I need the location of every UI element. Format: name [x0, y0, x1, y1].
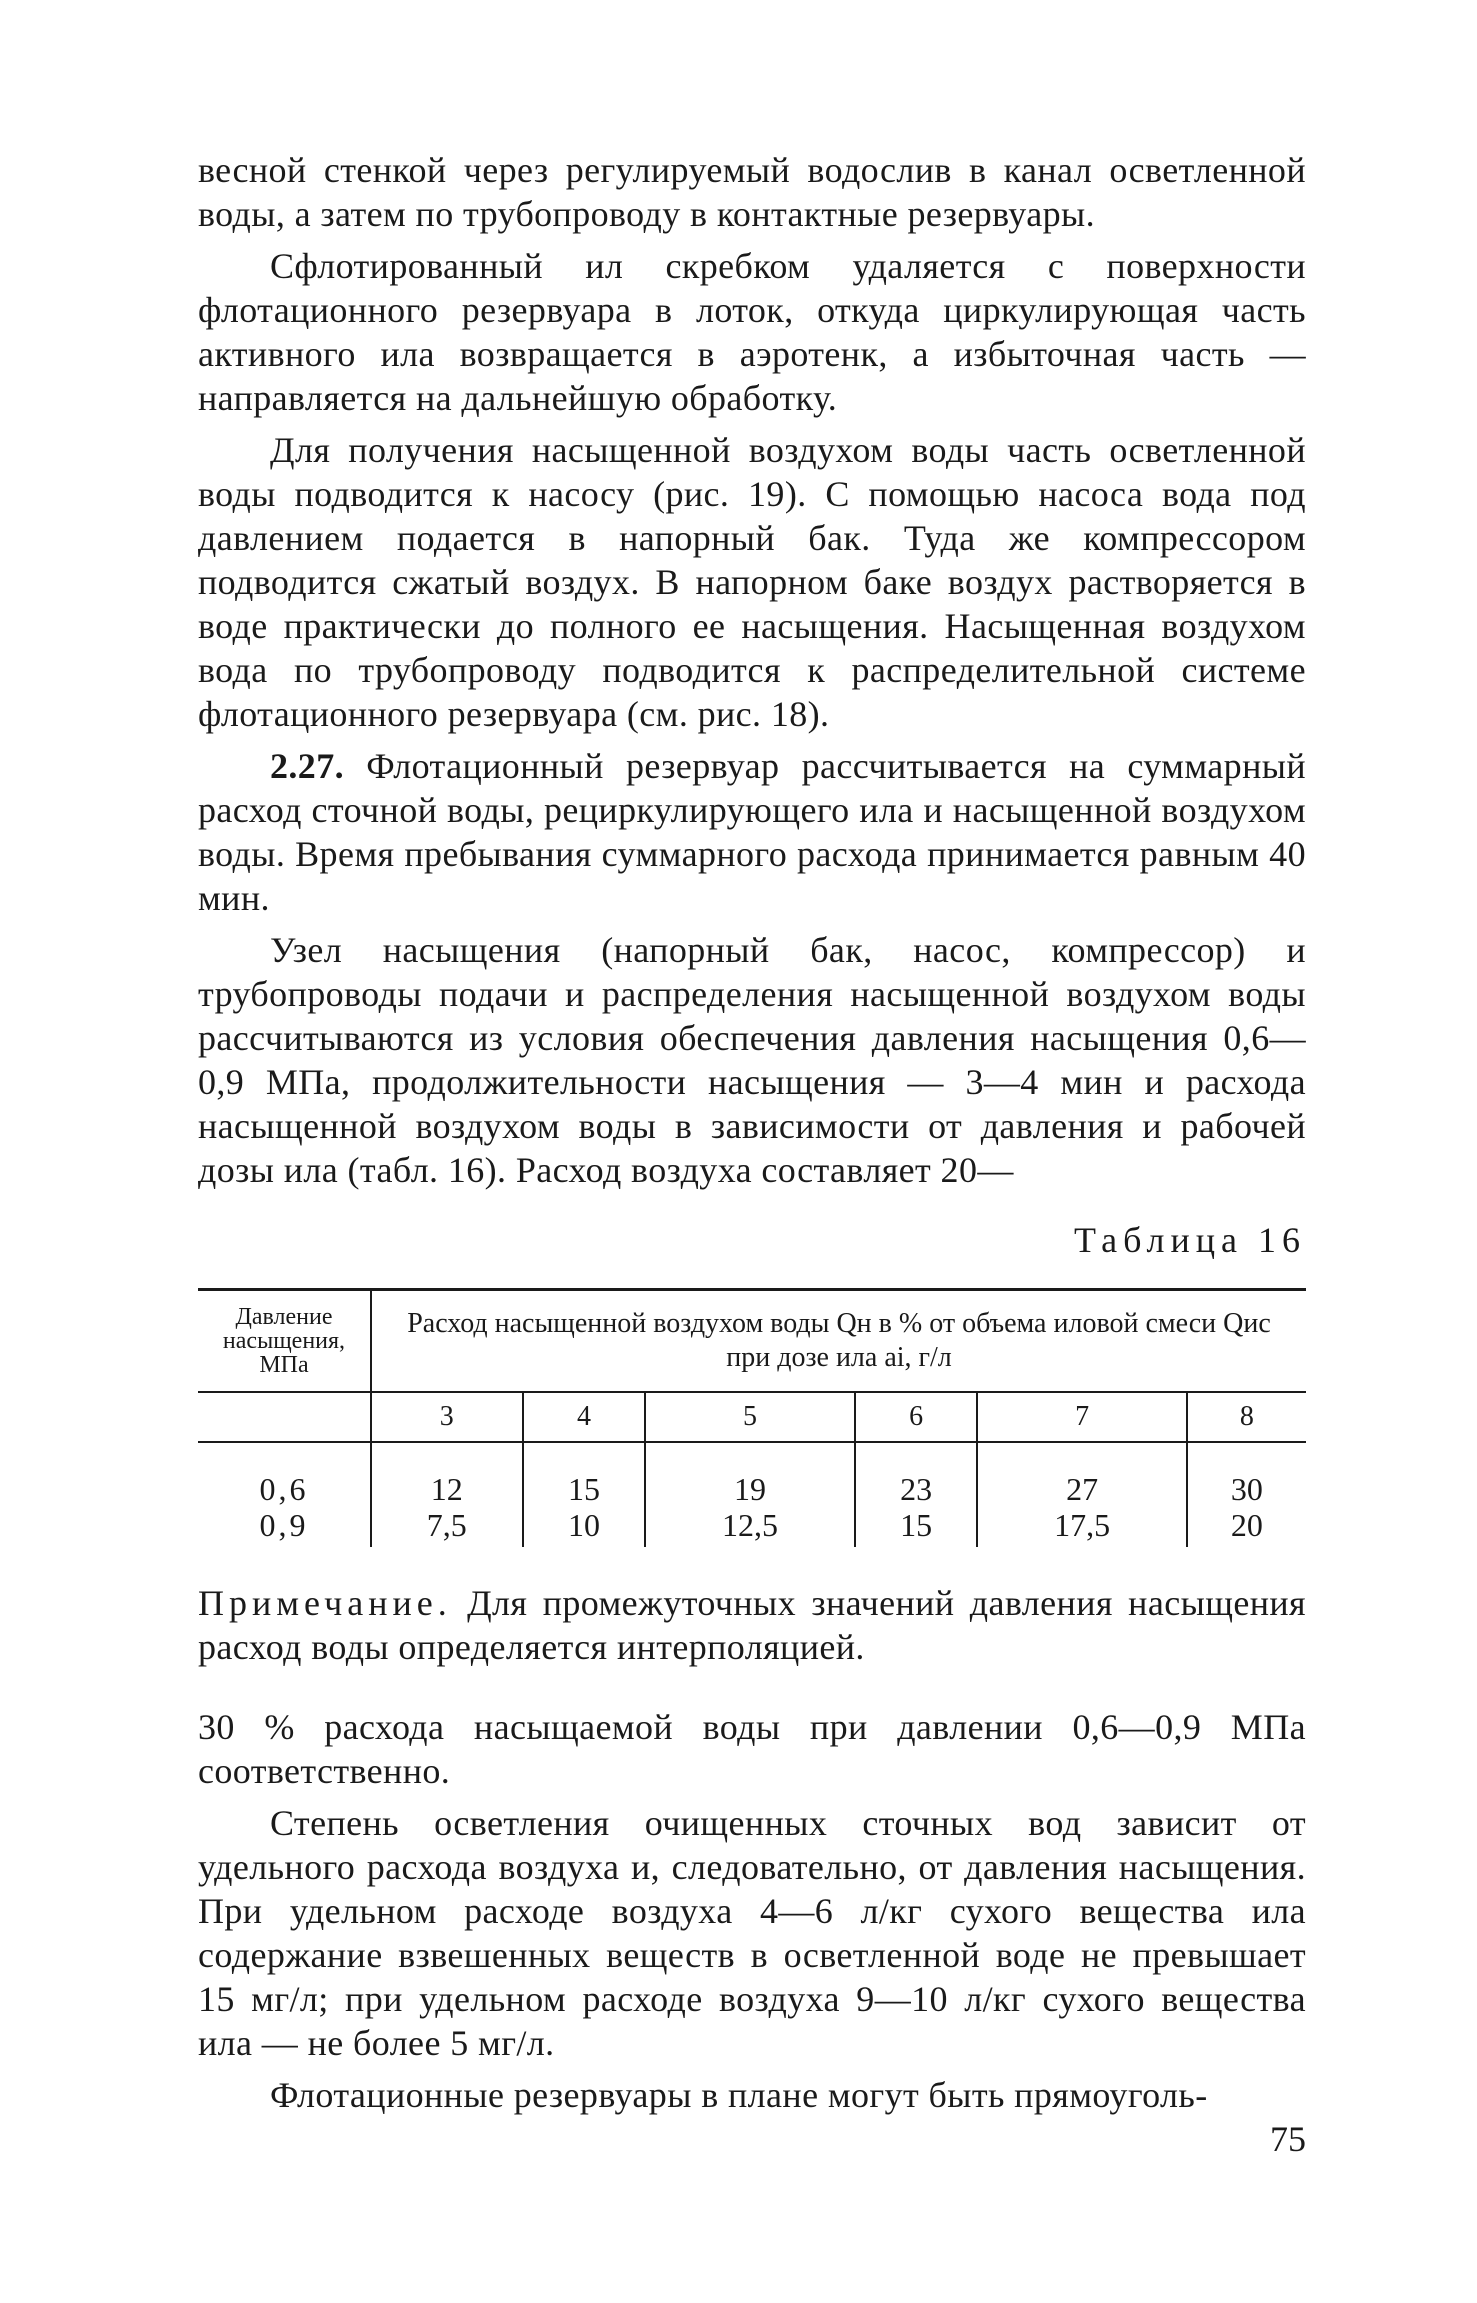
paragraph-saturation-unit: Узел насыщения (напорный бак, насос, компрессор) и трубопроводы подачи и распределения насыщенной воздухом воды рассчитываются из условия обеспечения давления насыщения 0,6—0,9 МПа, продолжительности насыщения — 3—4 мин и расхода насыщенной воздухом воды в зависимости от давления и рабочей дозы ила (табл. 16). Расход воздуха составляет 20—	[198, 930, 1306, 1190]
paragraph-tank-shape: Флотационные резервуары в плане могут быть прямоуголь-	[270, 2075, 1208, 2115]
table-row	[198, 1442, 1306, 1547]
value-cell	[855, 1442, 978, 1547]
value-cell	[1187, 1442, 1306, 1547]
value: 15	[567, 1471, 600, 1507]
paragraph-saturated-water: Для получения насыщенной воздухом воды часть осветленной воды подводится к насосу (рис. 19). С помощью насоса вода под давлением подается в напорный бак. Туда же компрессором подводится сжатый воздух. В напорном баке воздух растворяется в воде практически до полного ее насыщения. Насыщенная воздухом вода по трубопроводу подводится к распределительной системе флотационного резервуара (см. рис. 18).	[198, 430, 1306, 734]
pressure-value: 0,6	[259, 1471, 309, 1507]
pressure-cell	[198, 1442, 371, 1547]
dose-cell: 7	[977, 1392, 1186, 1442]
dose-cell: 3	[371, 1392, 523, 1442]
paragraph-sludge-removal: Сфлотированный ил скребком удаляется с поверхности флотационного резервуара в лоток, откуда циркулирующая часть активного ила возвращается в аэротенк, а избыточная часть — направляется на дальнейшую обработку.	[198, 246, 1306, 418]
page-number: 75	[1270, 2119, 1306, 2159]
table-header-row	[198, 1290, 1306, 1393]
dose-cell: 5	[645, 1392, 854, 1442]
dose-row-blank	[198, 1392, 371, 1442]
value: 20	[1230, 1507, 1263, 1543]
value: 15	[900, 1507, 933, 1543]
value-cell	[371, 1442, 523, 1547]
table-note	[198, 1581, 1306, 1669]
value-cell	[645, 1442, 854, 1547]
value: 19	[734, 1471, 767, 1507]
value: 12,5	[722, 1507, 779, 1543]
value-cell	[977, 1442, 1186, 1547]
paragraph-clarification: Степень осветления очищенных сточных вод зависит от удельного расхода воздуха и, следовательно, от давления насыщения. При удельном расходе воздуха 4—6 л/кг сухого вещества ила содержание взвешенных веществ в осветленной воде не превышает 15 мг/л; при удельном расходе воздуха 9—10 л/кг сухого вещества ила — не более 5 мг/л.	[198, 1803, 1306, 2063]
section-2-27	[198, 744, 1306, 920]
value: 12	[430, 1471, 463, 1507]
paragraph-air-flow: 30 % расхода насыщаемой воды при давлении 0,6—0,9 МПа соответственно.	[198, 1707, 1306, 1791]
value: 10	[567, 1507, 600, 1543]
value: 27	[1066, 1471, 1099, 1507]
dose-cell: 6	[855, 1392, 978, 1442]
header-pressure: Давление насыщения, МПа	[198, 1290, 371, 1393]
table-16	[198, 1288, 1306, 1547]
dose-cell: 8	[1187, 1392, 1306, 1442]
value: 30	[1230, 1471, 1263, 1507]
note-text: Для промежуточных значений давления насыщения расход воды определяется интерполяцией.	[198, 1583, 1306, 1667]
text-column	[198, 148, 1306, 2117]
pressure-value: 0,9	[259, 1507, 309, 1543]
value: 7,5	[426, 1507, 467, 1543]
section-text: Флотационный резервуар рассчитывается на суммарный расход сточной воды, рециркулирующего ила и насыщенной воздухом воды. Время пребывания суммарного расхода принимается равным 40 мин.	[198, 746, 1306, 918]
section-number: 2.27.	[270, 746, 344, 786]
table-dose-row	[198, 1392, 1306, 1442]
value-cell	[523, 1442, 646, 1547]
dose-cell: 4	[523, 1392, 646, 1442]
value: 23	[900, 1471, 933, 1507]
paragraph-continuation: весной стенкой через регулируемый водослив в канал осветленной воды, а затем по трубопроводу в контактные резервуары.	[198, 150, 1306, 234]
note-label: Примечание.	[198, 1583, 452, 1623]
header-water-flow: Расход насыщенной воздухом воды Qн в % от объема иловой смеси Qис при дозе ила ai, г/л	[371, 1290, 1306, 1393]
table-title: Таблица 16	[1074, 1220, 1306, 1260]
value: 17,5	[1054, 1507, 1111, 1543]
